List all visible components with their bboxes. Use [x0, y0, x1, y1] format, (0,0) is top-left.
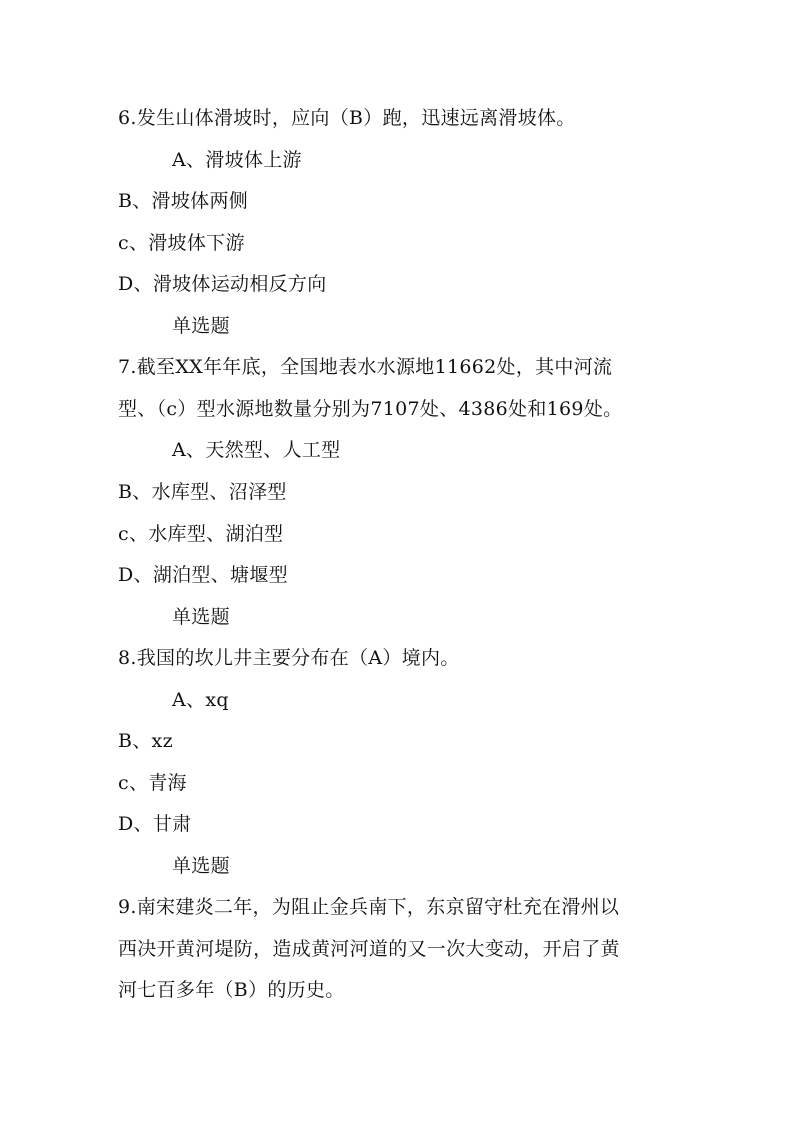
question-9-text-line-1: 9.南宋建炎二年，为阻止金兵南下，东京留守杜充在滑州以 [118, 896, 620, 918]
question-8-option-c: c、青海 [118, 772, 187, 794]
question-8-option-a: A、xq [172, 689, 229, 711]
question-7-text-line-1: 7.截至XX年年底，全国地表水水源地11662处，其中河流 [118, 356, 613, 378]
question-6-option-a: A、滑坡体上游 [172, 149, 302, 171]
question-7-option-b: B、水库型、沼泽型 [118, 481, 287, 503]
question-6-option-b: B、滑坡体两侧 [118, 190, 249, 212]
question-7-text-line-2: 型、（c）型水源地数量分别为7107处、4386处和169处。 [118, 398, 623, 420]
question-9-text-line-3: 河七百多年（B）的历史。 [118, 979, 345, 1001]
question-7-type: 单选题 [172, 606, 230, 628]
question-8-text: 8.我国的坎儿井主要分布在（A）境内。 [118, 647, 460, 669]
question-8-type: 单选题 [172, 855, 230, 877]
question-6-type: 单选题 [172, 315, 230, 337]
question-6-option-d: D、滑坡体运动相反方向 [118, 273, 327, 295]
question-6-option-c: c、滑坡体下游 [118, 232, 245, 254]
question-7-option-d: D、湖泊型、塘堰型 [118, 564, 288, 586]
question-8-option-d: D、甘肃 [118, 813, 192, 835]
question-6-text: 6.发生山体滑坡时，应向（B）跑，迅速远离滑坡体。 [118, 107, 576, 129]
question-8-option-b: B、xz [118, 730, 173, 752]
question-9-text-line-2: 西决开黄河堤防，造成黄河河道的又一次大变动，开启了黄 [118, 938, 620, 960]
question-7-option-a: A、天然型、人工型 [172, 439, 341, 461]
question-7-option-c: c、水库型、湖泊型 [118, 523, 284, 545]
